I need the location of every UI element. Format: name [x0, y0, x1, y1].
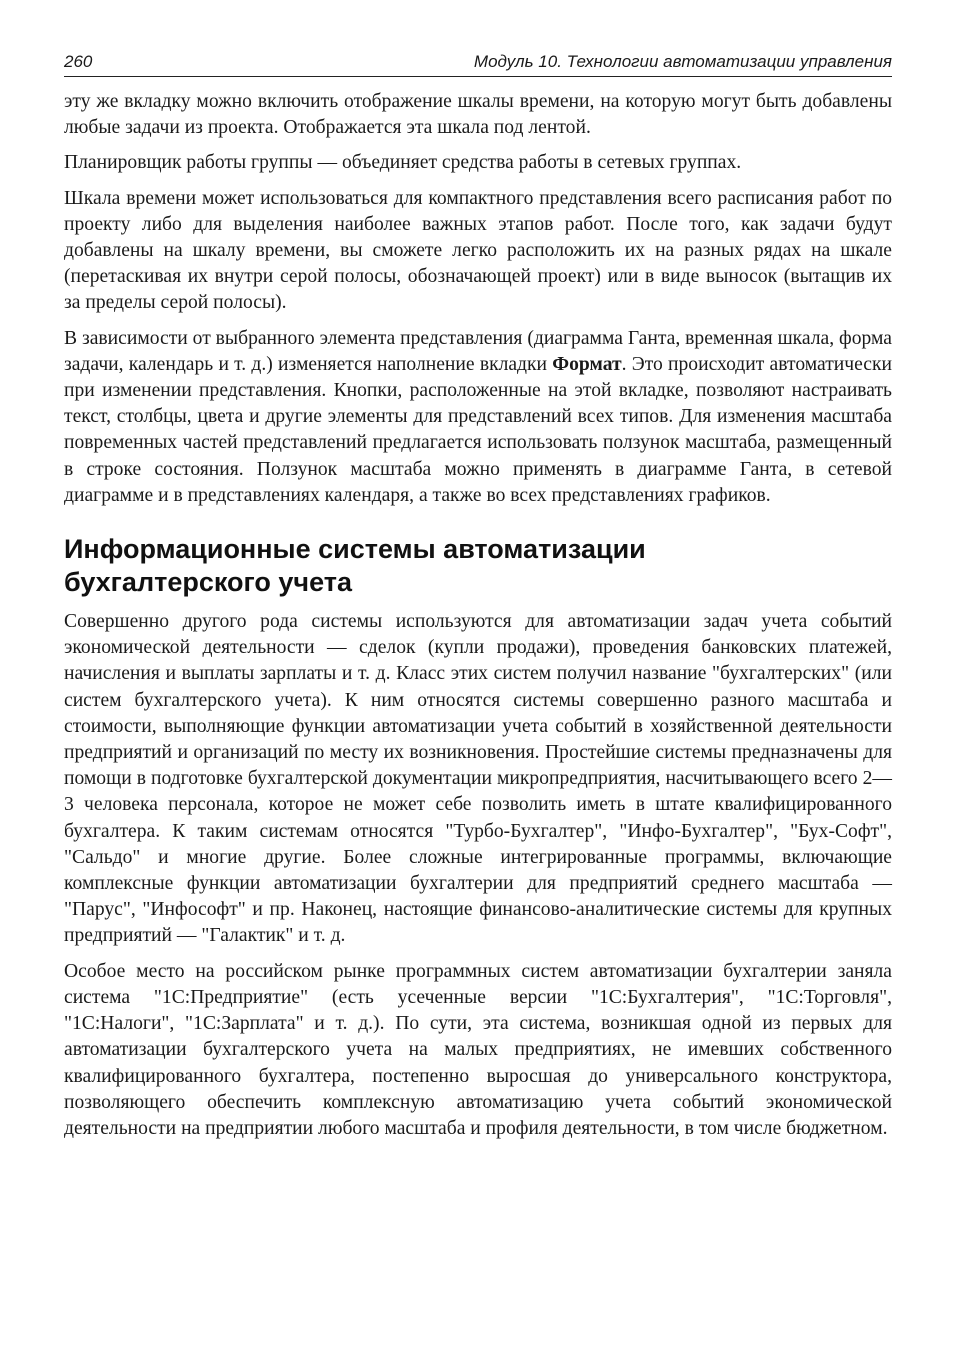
format-text-after: . Это происходит автоматически при изменении представления. Кнопки, расположенные на этой вкладке, позволяют настраивать текст, столбцы, цвета и другие элементы для представлений всех типов. Для изменения масштаба повременных частей представлений предлагается использовать ползунок масштаба, размещенный в строке состояния. Ползунок масштаба можно применять в диаграмме Ганта, в сетевой диаграмме и в представлениях календаря, а также во всех представлениях графиков. — [64, 353, 892, 506]
body-text — [64, 89, 892, 1142]
paragraph-timeline-usage: Шкала времени может использоваться для компактного представления всего расписания работ по проекту либо для выделения наиболее важных этапов работ. После того, как задачи будут добавлены на шкалу времени, вы сможете легко расположить их на разных рядах на шкале (перетаскивая их внутри серой полосы, обозначающей проект) или в виде выносок (вытащив их за пределы серой полосы). — [64, 187, 892, 314]
paragraph-group-planner: Планировщик работы группы — объединяет средства работы в сетевых группах. — [64, 152, 742, 174]
paragraph-accounting-systems: Совершенно другого рода системы используются для автоматизации задач учета событий экономической деятельности — сделок (купли продажи), проведения банковских платежей, начисления и выплаты зарплаты и т. д. Класс этих систем получил название "бухгалтерских" (или систем бухгалтерского учета). К ним относятся системы совершенно разного масштаба и стоимости, выполняющие функции автоматизации учета событий в хозяйственной деятельности предприятий и организаций по месту их возникновения. Простейшие системы предназначены для помощи в подготовке бухгалтерской документации микропредприятия, насчитывающего всего 2—3 человека персонала, которое не может себе позволить иметь в штате квалифицированного бухгалтера. К таким системам относятся "Турбо-Бухгалтер", "Инфо-Бухгалтер", "Бух-Софт", "Сальдо" и многие другие. Более сложные интегрированные программы, включающие комплексные функции автоматизации бухгалтерии для предприятий среднего масштаба — "Парус", "Инфософт" и пр. Наконец, настоящие финансово-аналитические системы для крупных предприятий — "Галактик" и т. д. — [64, 611, 892, 947]
section-heading-line2: бухгалтерского учета — [64, 567, 352, 598]
format-text-before: В зависимости от выбранного элемента представления (диаграмма Ганта, временная шкала, форма задачи, календарь и т. д.) изменяется наполнение вкладки — [64, 327, 892, 375]
format-tab-name: Формат — [552, 353, 622, 375]
chapter-title: Модуль 10. Технологии автоматизации управления — [473, 52, 892, 71]
section-heading-line1: Информационные системы автоматизации — [64, 534, 646, 565]
page — [64, 52, 892, 1151]
paragraph-timeline-tab: эту же вкладку можно включить отображение шкалы времени, на которую могут быть добавлены любые задачи из проекта. Отображается эта шкала под лентой. — [64, 91, 892, 139]
paragraph-format-tab — [64, 326, 892, 509]
running-header — [64, 52, 892, 77]
section-heading — [64, 533, 892, 599]
page-number: 260 — [64, 52, 93, 71]
paragraph-1c-enterprise: Особое место на российском рынке программных систем автоматизации бухгалтерии заняла система "1С:Предприятие" (есть усеченные версии "1С:Бухгалтерия", "1С:Торговля", "1С:Налоги", "1С:Зарплата" и т. д.). По сути, эта система, возникшая одной из первых для автоматизации бухгалтерского учета на малых предприятиях, не имевших собственного квалифицированного бухгалтера, постепенно выросшая до универсального конструктора, позволяющего обеспечить комплексную автоматизацию учета событий экономической деятельности на предприятии любого масштаба и профиля деятельности, в том числе бюджетном. — [64, 960, 892, 1139]
